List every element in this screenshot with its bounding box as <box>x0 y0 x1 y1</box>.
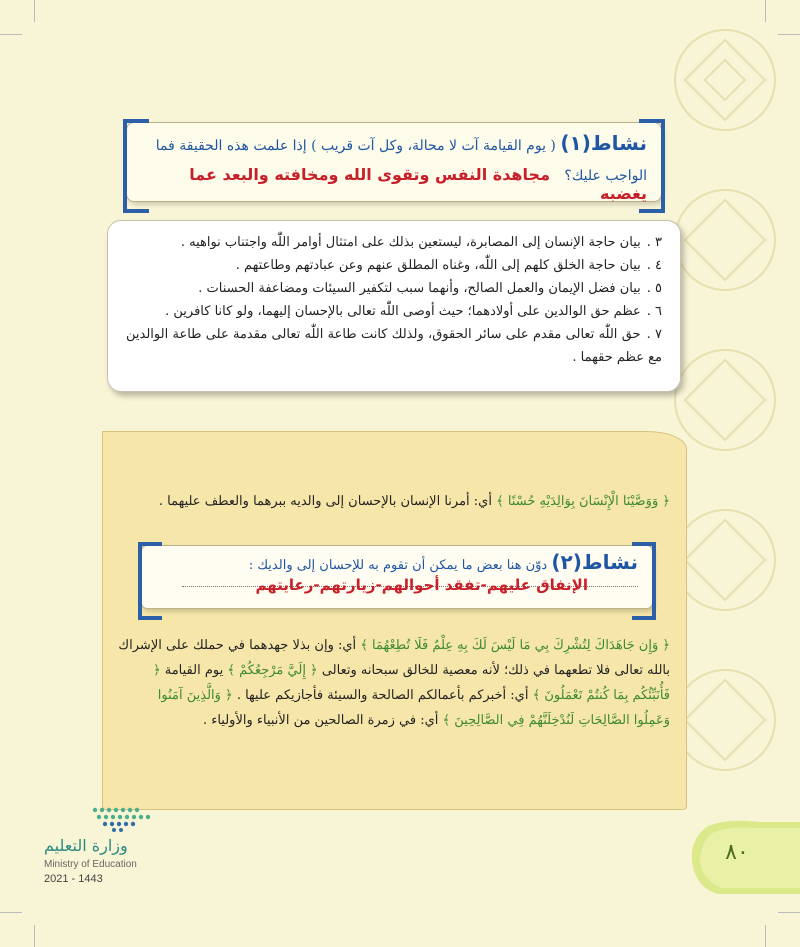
crop-mark <box>34 0 35 22</box>
activity-1-question: ( يوم القيامة آت لا محالة، وكل آت قريب ) إذا علمت هذه الحقيقة فما <box>155 138 556 154</box>
crop-mark <box>0 34 22 35</box>
verse-4: ﴿ فَأُنَبِّئُكُم بِمَا كُنتُمْ تَعْمَلُونَ ﴾ <box>152 663 670 703</box>
page-number: ٨٠ <box>725 840 749 865</box>
verse-1-paragraph <box>118 489 670 514</box>
lessons-list <box>108 221 680 369</box>
verse-3: ﴿ إِلَيَّ مَرْجِعُكُمْ ﴾ <box>227 663 318 678</box>
activity-1-question-line <box>137 131 647 155</box>
activity-2-answer: الإنفاق عليهم-تفقد أحوالهم-زيارتهم-رعايتهم <box>255 576 588 594</box>
activity-1-box <box>126 122 662 202</box>
list-item: ٤ .بيان حاجة الخلق كلهم إلى اللّٰه، وغناه المطلق عنهم وعن عبادتهم وطاعتهم . <box>235 258 662 273</box>
activity-2-box <box>141 545 653 609</box>
activity-1-title: نشاط(١) <box>560 131 647 155</box>
scroll-top-edge <box>102 431 687 452</box>
ministry-logo <box>44 806 154 886</box>
lessons-list-box <box>107 220 681 392</box>
verse-5: ﴿ وَالَّذِينَ آمَنُوا وَعَمِلُوا الصَّالِحَاتِ لَنُدْخِلَنَّهُمْ فِي الصَّالِحِينَ ﴾ <box>157 688 670 728</box>
verse-5-explanation: أي: في زمرة الصالحين من الأنبياء والأولياء . <box>202 713 439 728</box>
ministry-dots-icon <box>90 806 160 832</box>
list-item: ٥ .بيان فضل الإيمان والعمل الصالح، وأنهما سبب لتكفير السيئات ومضاعفة الحسنات . <box>198 281 662 296</box>
list-item: ٣ .بيان حاجة الإنسان إلى المصابرة، ليستعين بذلك على امتثال أوامر اللّٰه واجتناب نواهيه . <box>180 235 662 250</box>
activity-1-answer: مجاهدة النفس وتقوى الله ومخافته والبعد عما يغضبه <box>189 165 647 203</box>
edition-year: 2021 - 1443 <box>44 873 103 885</box>
verse-2: ﴿ وَإِن جَاهَدَاكَ لِتُشْرِكَ بِي مَا لَيْسَ لَكَ بِهِ عِلْمٌ فَلَا تُطِعْهُمَا ﴾ <box>360 638 670 653</box>
list-item: ٦ .عظم حق الوالدين على أولادهما؛ حيث أوصى اللّٰه تعالى بالإحسان إليهما، ولو كانا كافرين . <box>165 304 662 319</box>
activity-1-question-cont: الواجب عليك؟ <box>564 168 647 184</box>
crop-mark <box>0 912 22 913</box>
activity-2-title: نشاط(٢) <box>551 550 638 574</box>
crop-mark <box>34 925 35 947</box>
verse-3-prefix: يوم القيامة <box>164 663 224 678</box>
ministry-name-arabic: وزارة التعليم <box>44 836 128 855</box>
activity-2-prompt: دوّن هنا بعض ما يمكن أن تقوم به للإحسان إلى والديك : <box>248 558 548 573</box>
ministry-name-english: Ministry of Education <box>44 859 137 870</box>
verse-2-explanation: أي: وإن بذلا جهدهما في حملك على الإشراك بالله تعالى فلا تطعهما في ذلك؛ لأنه معصية للخالق سبحانه وتعالى <box>118 638 670 678</box>
activity-1-answer-line <box>137 165 647 203</box>
verses-paragraph <box>118 633 670 733</box>
verse-1-explanation: أي: أمرنا الإنسان بالإحسان إلى والديه ببرهما والعطف عليهما . <box>158 494 492 509</box>
verse-1: ﴿ وَوَصَّيْنَا الْإِنْسَانَ بِوَالِدَيْهِ حُسْنًا ﴾ <box>496 494 670 509</box>
list-item: ٧ .حق اللّٰه تعالى مقدم على سائر الحقوق، ولذلك كانت طاعة اللّٰه تعالى مقدمة على طاعة الوالدين مع عظم حقهما . <box>126 327 662 365</box>
scroll-section <box>102 448 687 810</box>
activity-2-header <box>158 550 638 574</box>
verse-4-explanation: أي: أخبركم بأعمالكم الصالحة والسيئة فأجازيكم عليها . <box>236 688 529 703</box>
